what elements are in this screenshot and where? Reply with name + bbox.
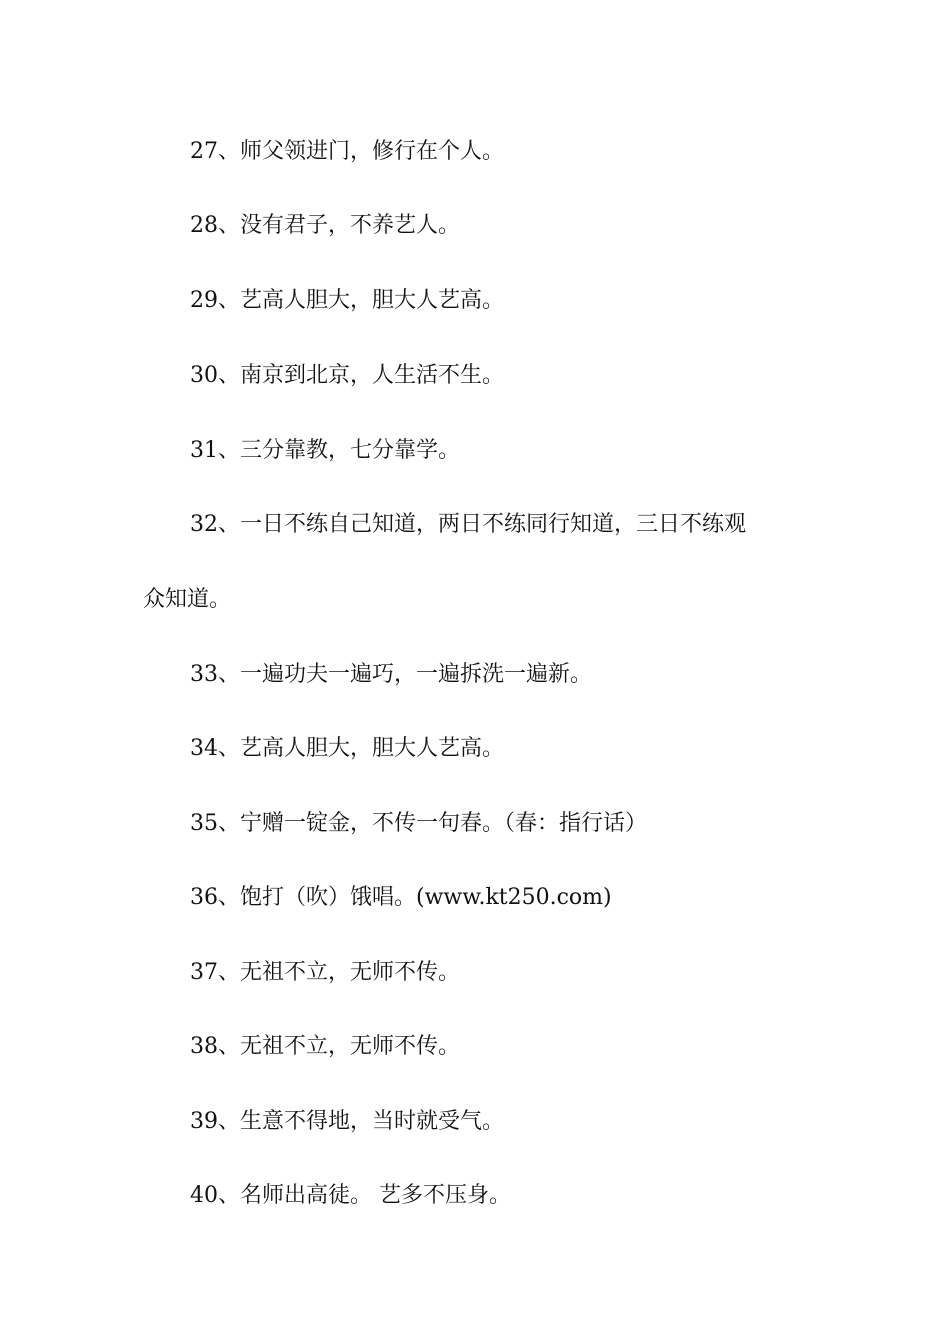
proverb-40: 40、名师出高徒。 艺多不压身。: [190, 1183, 511, 1208]
proverb-33: 33、一遍功夫一遍巧，一遍拆洗一遍新。: [190, 662, 592, 687]
proverb-39: 39、生意不得地，当时就受气。: [190, 1109, 504, 1134]
proverb-35: 35、宁赠一锭金，不传一句春。（春：指行话）: [190, 811, 647, 836]
proverb-28: 28、没有君子，不养艺人。: [190, 213, 460, 238]
proverb-30: 30、南京到北京，人生活不生。: [190, 363, 504, 388]
proverb-29: 29、艺高人胆大，胆大人艺高。: [190, 288, 504, 313]
proverb-34: 34、艺高人胆大，胆大人艺高。: [190, 736, 504, 761]
proverb-37: 37、无祖不立，无师不传。: [190, 960, 460, 985]
proverb-32-continuation: 众知道。: [143, 587, 232, 612]
proverb-38: 38、无祖不立，无师不传。: [190, 1034, 460, 1059]
proverb-32: 32、一日不练自己知道，两日不练同行知道，三日不练观: [190, 512, 746, 537]
proverb-31: 31、三分靠教，七分靠学。: [190, 438, 460, 463]
proverb-36: 36、饱打（吹）饿唱。(www.kt250.com): [190, 885, 612, 910]
proverb-27: 27、师父领进门，修行在个人。: [190, 139, 504, 164]
